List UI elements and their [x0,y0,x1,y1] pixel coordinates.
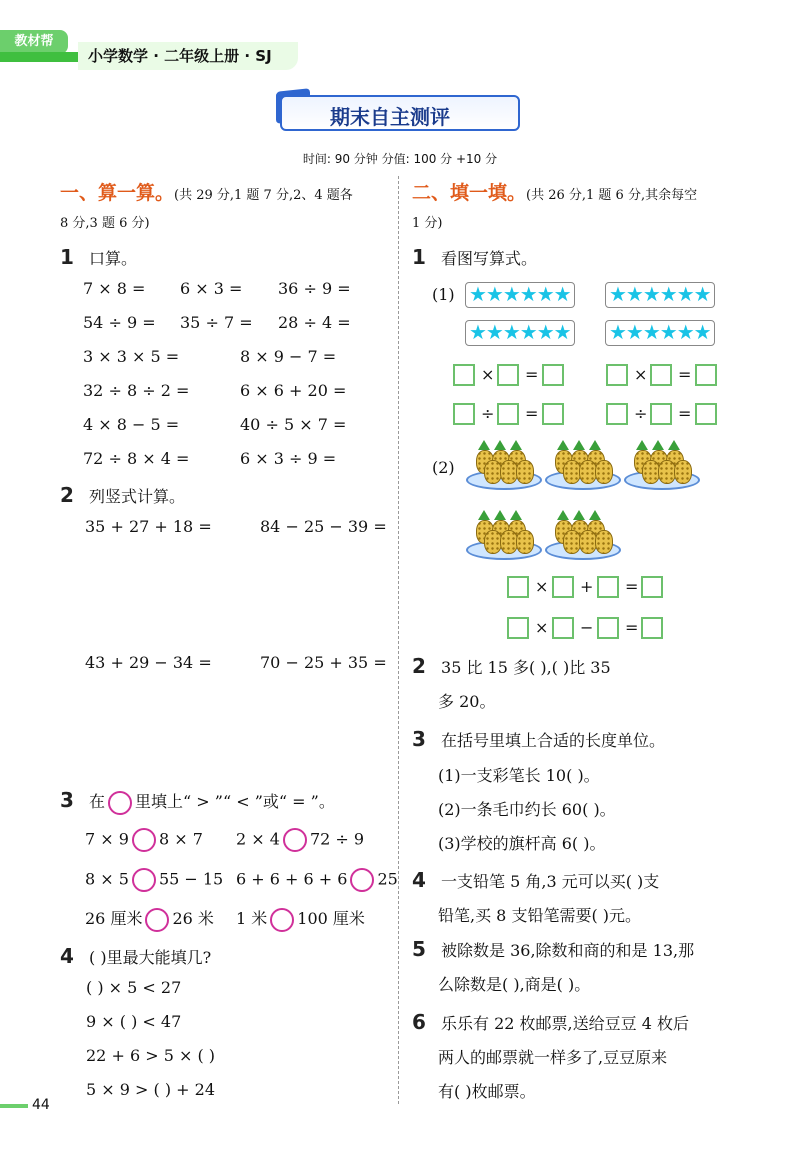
oral-calc: 3 × 3 × 5 = [83,347,180,366]
compare-item: 6 + 6 + 6 + 6 25 [236,868,398,892]
answer-box[interactable] [695,403,717,425]
oral-calc: 54 ÷ 9 = [83,313,156,332]
brand-badge: 教材帮 [0,30,68,54]
op-eq: = [678,404,692,423]
star-row-icon: ★★★★★★ [605,282,715,308]
star-row-icon: ★★★★★★ [465,320,575,346]
oral-calc: 36 ÷ 9 = [278,279,351,298]
oral-calc: 40 ÷ 5 × 7 = [240,415,347,434]
section1-note-2: 8 分,3 题 6 分) [60,216,150,231]
answer-box[interactable] [542,403,564,425]
answer-box[interactable] [597,617,619,639]
oral-calc: 32 ÷ 8 ÷ 2 = [83,381,190,400]
op-eq: = [625,618,639,637]
page-number: 44 [32,1097,50,1113]
answer-box[interactable] [453,364,475,386]
r-q5: 5 被除数是 36,除数和商的和是 13,那 [412,937,695,961]
r-q5-line2: 么除数是( ),商是( )。 [438,975,591,994]
answer-box[interactable] [606,403,628,425]
answer-box[interactable] [497,403,519,425]
r-q6-line2: 两人的邮票就一样多了,豆豆原来 [438,1048,668,1067]
answer-circle[interactable] [145,908,169,932]
op-div: ÷ [634,404,648,423]
answer-box[interactable] [597,576,619,598]
section1-heading: 一、算一算。(共 29 分,1 题 7 分,2、4 题各 [60,182,353,204]
compare-item: 8 × 5 55 − 15 [85,868,223,892]
vertical-calc: 84 − 25 − 39 = [260,517,387,536]
q2-heading: 2 列竖式计算。 [60,483,186,507]
op-eq: = [525,365,539,384]
star-row-icon: ★★★★★★ [465,282,575,308]
answer-box[interactable] [453,403,475,425]
oral-calc: 8 × 9 − 7 = [240,347,337,366]
op-div: ÷ [481,404,495,423]
op-eq: = [625,577,639,596]
vertical-calc: 70 − 25 + 35 = [260,653,387,672]
op-eq: = [525,404,539,423]
oral-calc: 7 × 8 = [83,279,146,298]
answer-box[interactable] [641,576,663,598]
op-times: × [535,577,549,596]
compare-circle-icon [108,791,132,815]
oral-calc: 6 × 6 + 20 = [240,381,347,400]
r-q4: 4 一支铅笔 5 角,3 元可以买( )支 [412,868,660,892]
section2-heading: 二、填一填。(共 26 分,1 题 6 分,其余每空 [412,182,698,204]
compare-item: 1 米 100 厘米 [236,906,365,932]
oral-calc: 6 × 3 ÷ 9 = [240,449,337,468]
unit-item: (3)学校的旗杆高 6( )。 [438,834,606,853]
star-row-icon: ★★★★★★ [605,320,715,346]
r-q2-line2: 多 20。 [438,692,496,711]
oral-calc: 6 × 3 = [180,279,243,298]
part-1-label: (1) [432,285,455,304]
answer-circle[interactable] [283,828,307,852]
q4-heading: 4 ( )里最大能填几? [60,944,212,968]
q1-heading: 1 口算。 [60,245,138,269]
answer-box[interactable] [552,576,574,598]
op-times: × [481,365,495,384]
answer-box[interactable] [507,617,529,639]
r-q6: 6 乐乐有 22 枚邮票,送给豆豆 4 枚后 [412,1010,689,1034]
answer-box[interactable] [695,364,717,386]
op-eq: = [678,365,692,384]
answer-circle[interactable] [132,828,156,852]
compare-item: 26 厘米 26 米 [85,906,214,932]
compare-item: 7 × 9 8 × 7 [85,828,203,852]
q3-heading: 3 在 里填上“ > ”“ < ”或“ = ”。 [60,788,335,815]
column-divider [398,176,400,1104]
part-2-label: (2) [432,458,455,477]
footer-bar [0,1104,28,1108]
r-q3: 3 在括号里填上合适的长度单位。 [412,727,666,751]
answer-circle[interactable] [270,908,294,932]
answer-box[interactable] [507,576,529,598]
oral-calc: 28 ÷ 4 = [278,313,351,332]
vertical-calc: 43 + 29 − 34 = [85,653,212,672]
answer-box[interactable] [641,617,663,639]
vertical-calc: 35 + 27 + 18 = [85,517,212,536]
book-label: 小学数学 · 二年级上册 · SJ [78,42,298,70]
op-times: × [535,618,549,637]
oral-calc: 4 × 8 − 5 = [83,415,180,434]
answer-box[interactable] [650,403,672,425]
compare-item: 2 × 4 72 ÷ 9 [236,828,364,852]
answer-box[interactable] [542,364,564,386]
answer-box[interactable] [650,364,672,386]
max-fill-item: ( ) × 5 < 27 [86,978,182,997]
op-times: × [634,365,648,384]
max-fill-item: 5 × 9 > ( ) + 24 [86,1080,216,1099]
oral-calc: 35 ÷ 7 = [180,313,253,332]
time-score-info: 时间: 90 分钟 分值: 100 分 +10 分 [302,152,498,166]
section2-note-2: 1 分) [412,216,443,231]
answer-box[interactable] [497,364,519,386]
r-q2: 2 35 比 15 多( ),( )比 35 [412,654,611,678]
max-fill-item: 9 × ( ) < 47 [86,1012,182,1031]
r-q6-line3: 有( )枚邮票。 [438,1082,536,1101]
max-fill-item: 22 + 6 > 5 × ( ) [86,1046,216,1065]
op-plus: + [580,577,594,596]
answer-circle[interactable] [132,868,156,892]
op-minus: − [580,618,594,637]
answer-box[interactable] [552,617,574,639]
page-title: 期末自主测评 [330,105,450,129]
r-q4-line2: 铅笔,买 8 支铅笔需要( )元。 [438,906,642,925]
answer-circle[interactable] [350,868,374,892]
oral-calc: 72 ÷ 8 × 4 = [83,449,190,468]
r-q1-heading: 1 看图写算式。 [412,245,538,269]
unit-item: (1)一支彩笔长 10( )。 [438,766,600,785]
unit-item: (2)一条毛巾约长 60( )。 [438,800,616,819]
answer-box[interactable] [606,364,628,386]
